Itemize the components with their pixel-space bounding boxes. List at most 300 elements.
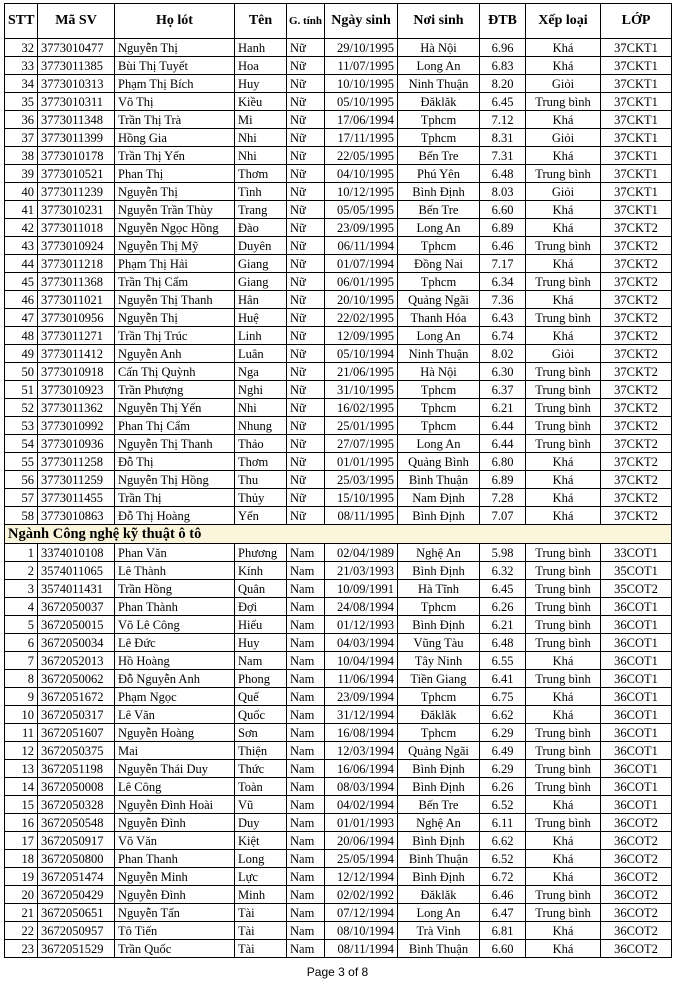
cell-ma-sv: 3773011021 (38, 291, 115, 309)
cell-lop: 37CKT2 (601, 489, 672, 507)
table-row (5, 652, 672, 670)
cell-xep-loai: Trung bình (526, 580, 601, 598)
cell-stt: 36 (5, 111, 38, 129)
cell-ten: Vũ (235, 796, 287, 814)
cell-ten: Thiện (235, 742, 287, 760)
cell-ten: Quế (235, 688, 287, 706)
cell-ho-lot: Võ Văn (115, 832, 235, 850)
cell-ngay-sinh: 08/03/1994 (325, 778, 398, 796)
cell-dtb: 6.47 (480, 904, 526, 922)
cell-lop: 37CKT2 (601, 381, 672, 399)
cell-ma-sv: 3374010108 (38, 544, 115, 562)
cell-stt: 37 (5, 129, 38, 147)
cell-ngay-sinh: 12/03/1994 (325, 742, 398, 760)
cell-dtb: 5.98 (480, 544, 526, 562)
cell-ten: Nhi (235, 129, 287, 147)
cell-ho-lot: Trần Quốc (115, 940, 235, 958)
cell-stt: 46 (5, 291, 38, 309)
cell-gioi-tinh: Nữ (287, 165, 325, 183)
cell-xep-loai: Khá (526, 832, 601, 850)
section-row (5, 525, 672, 544)
cell-ma-sv: 3773010313 (38, 75, 115, 93)
cell-noi-sinh: Tphcm (398, 598, 480, 616)
cell-ho-lot: Phan Thành (115, 598, 235, 616)
cell-noi-sinh: Bình Thuận (398, 940, 480, 958)
table-row (5, 363, 672, 381)
cell-ho-lot: Nguyễn Thị Thanh (115, 435, 235, 453)
cell-ngay-sinh: 22/02/1995 (325, 309, 398, 327)
cell-ten: Thủy (235, 489, 287, 507)
cell-ho-lot: Võ Lê Công (115, 616, 235, 634)
cell-ngay-sinh: 12/12/1994 (325, 868, 398, 886)
cell-ma-sv: 3773010521 (38, 165, 115, 183)
cell-stt: 53 (5, 417, 38, 435)
cell-ma-sv: 3773010918 (38, 363, 115, 381)
cell-ten: Huy (235, 75, 287, 93)
cell-gioi-tinh: Nam (287, 796, 325, 814)
cell-noi-sinh: Bến Tre (398, 147, 480, 165)
cell-ten: Lực (235, 868, 287, 886)
cell-ngay-sinh: 02/04/1989 (325, 544, 398, 562)
cell-ten: Thức (235, 760, 287, 778)
cell-stt: 56 (5, 471, 38, 489)
cell-lop: 36COT1 (601, 634, 672, 652)
cell-ho-lot: Nguyễn Thái Duy (115, 760, 235, 778)
cell-ho-lot: Hồng Gia (115, 129, 235, 147)
cell-noi-sinh: Bình Định (398, 760, 480, 778)
cell-ngay-sinh: 25/03/1995 (325, 471, 398, 489)
table-row (5, 237, 672, 255)
cell-ho-lot: Võ Thị (115, 93, 235, 111)
table-row (5, 273, 672, 291)
cell-ma-sv: 3672050548 (38, 814, 115, 832)
table-row (5, 147, 672, 165)
header-lop: LỚP (601, 4, 672, 39)
cell-gioi-tinh: Nữ (287, 75, 325, 93)
cell-ma-sv: 3773011368 (38, 273, 115, 291)
header-ten: Tên (235, 4, 287, 39)
cell-ma-sv: 3672050015 (38, 616, 115, 634)
cell-gioi-tinh: Nam (287, 616, 325, 634)
cell-lop: 37CKT2 (601, 363, 672, 381)
cell-ten: Huệ (235, 309, 287, 327)
cell-gioi-tinh: Nữ (287, 219, 325, 237)
cell-dtb: 6.89 (480, 471, 526, 489)
table-row (5, 922, 672, 940)
cell-xep-loai: Khá (526, 39, 601, 57)
cell-dtb: 6.11 (480, 814, 526, 832)
cell-ho-lot: Nguyễn Anh (115, 345, 235, 363)
cell-ngay-sinh: 15/10/1995 (325, 489, 398, 507)
cell-ngay-sinh: 04/10/1995 (325, 165, 398, 183)
header-xep-loai: Xếp loại (526, 4, 601, 39)
table-row (5, 850, 672, 868)
cell-noi-sinh: Bình Định (398, 868, 480, 886)
cell-ten: Thu (235, 471, 287, 489)
cell-ho-lot: Trần Thị Cẩm (115, 273, 235, 291)
cell-ten: Hoa (235, 57, 287, 75)
cell-lop: 36COT2 (601, 868, 672, 886)
cell-stt: 13 (5, 760, 38, 778)
cell-xep-loai: Trung bình (526, 165, 601, 183)
cell-lop: 36COT1 (601, 670, 672, 688)
cell-lop: 36COT1 (601, 724, 672, 742)
cell-dtb: 6.62 (480, 832, 526, 850)
cell-dtb: 7.36 (480, 291, 526, 309)
cell-xep-loai: Trung bình (526, 742, 601, 760)
table-row (5, 39, 672, 57)
cell-gioi-tinh: Nữ (287, 39, 325, 57)
cell-ngay-sinh: 10/09/1991 (325, 580, 398, 598)
cell-gioi-tinh: Nam (287, 562, 325, 580)
cell-ngay-sinh: 25/05/1994 (325, 850, 398, 868)
cell-ma-sv: 3672052013 (38, 652, 115, 670)
cell-stt: 35 (5, 93, 38, 111)
cell-lop: 36COT1 (601, 652, 672, 670)
cell-dtb: 6.83 (480, 57, 526, 75)
cell-gioi-tinh: Nam (287, 688, 325, 706)
cell-ngay-sinh: 01/07/1994 (325, 255, 398, 273)
cell-ngay-sinh: 01/12/1993 (325, 616, 398, 634)
cell-lop: 37CKT2 (601, 507, 672, 525)
cell-noi-sinh: Long An (398, 327, 480, 345)
cell-stt: 43 (5, 237, 38, 255)
cell-stt: 20 (5, 886, 38, 904)
cell-xep-loai: Trung bình (526, 309, 601, 327)
cell-stt: 1 (5, 544, 38, 562)
cell-xep-loai: Khá (526, 850, 601, 868)
cell-gioi-tinh: Nam (287, 940, 325, 958)
cell-noi-sinh: Tây Ninh (398, 652, 480, 670)
cell-gioi-tinh: Nam (287, 850, 325, 868)
cell-ho-lot: Nguyễn Đình Hoài (115, 796, 235, 814)
cell-gioi-tinh: Nam (287, 814, 325, 832)
cell-dtb: 8.02 (480, 345, 526, 363)
cell-ngay-sinh: 11/07/1995 (325, 57, 398, 75)
cell-gioi-tinh: Nam (287, 634, 325, 652)
cell-xep-loai: Trung bình (526, 616, 601, 634)
cell-gioi-tinh: Nữ (287, 507, 325, 525)
cell-lop: 37CKT1 (601, 57, 672, 75)
page-footer: Page 3 of 8 (306, 965, 369, 979)
cell-ten: Hiếu (235, 616, 287, 634)
cell-ngay-sinh: 21/03/1993 (325, 562, 398, 580)
cell-ho-lot: Nguyễn Thị Hồng (115, 471, 235, 489)
cell-stt: 47 (5, 309, 38, 327)
table-row (5, 616, 672, 634)
cell-lop: 37CKT1 (601, 75, 672, 93)
cell-stt: 17 (5, 832, 38, 850)
cell-lop: 36COT1 (601, 760, 672, 778)
header-gioi-tinh: G. tính (287, 4, 325, 39)
cell-ma-sv: 3773010992 (38, 417, 115, 435)
cell-ho-lot: Đỗ Thị Hoàng (115, 507, 235, 525)
cell-xep-loai: Khá (526, 489, 601, 507)
cell-dtb: 6.49 (480, 742, 526, 760)
table-row (5, 598, 672, 616)
cell-stt: 32 (5, 39, 38, 57)
cell-lop: 37CKT2 (601, 327, 672, 345)
cell-ma-sv: 3773010231 (38, 201, 115, 219)
cell-ho-lot: Nguyễn Minh (115, 868, 235, 886)
cell-stt: 38 (5, 147, 38, 165)
cell-gioi-tinh: Nam (287, 652, 325, 670)
table-row (5, 93, 672, 111)
cell-stt: 55 (5, 453, 38, 471)
cell-noi-sinh: Bình Định (398, 183, 480, 201)
cell-ten: Long (235, 850, 287, 868)
table-row (5, 489, 672, 507)
cell-gioi-tinh: Nam (287, 886, 325, 904)
cell-stt: 2 (5, 562, 38, 580)
cell-noi-sinh: Bình Định (398, 562, 480, 580)
table-row (5, 706, 672, 724)
cell-noi-sinh: Long An (398, 904, 480, 922)
cell-ma-sv: 3773011239 (38, 183, 115, 201)
cell-lop: 37CKT1 (601, 93, 672, 111)
cell-ho-lot: Nguyễn Thị (115, 183, 235, 201)
cell-stt: 3 (5, 580, 38, 598)
cell-ngay-sinh: 23/09/1994 (325, 688, 398, 706)
cell-dtb: 6.89 (480, 219, 526, 237)
cell-ngay-sinh: 06/01/1995 (325, 273, 398, 291)
cell-dtb: 7.17 (480, 255, 526, 273)
cell-ma-sv: 3773010936 (38, 435, 115, 453)
cell-stt: 18 (5, 850, 38, 868)
cell-lop: 37CKT1 (601, 129, 672, 147)
cell-noi-sinh: Bình Thuận (398, 471, 480, 489)
cell-ho-lot: Phạm Ngọc (115, 688, 235, 706)
cell-ho-lot: Bùi Thị Tuyết (115, 57, 235, 75)
header-ngay-sinh: Ngày sinh (325, 4, 398, 39)
cell-gioi-tinh: Nữ (287, 183, 325, 201)
cell-ma-sv: 3773010924 (38, 237, 115, 255)
cell-stt: 14 (5, 778, 38, 796)
cell-dtb: 6.48 (480, 165, 526, 183)
cell-stt: 7 (5, 652, 38, 670)
cell-ngay-sinh: 25/01/1995 (325, 417, 398, 435)
cell-lop: 36COT1 (601, 778, 672, 796)
cell-ho-lot: Trần Thị Yến (115, 147, 235, 165)
cell-dtb: 6.37 (480, 381, 526, 399)
cell-stt: 50 (5, 363, 38, 381)
cell-noi-sinh: Tphcm (398, 381, 480, 399)
cell-gioi-tinh: Nam (287, 742, 325, 760)
cell-dtb: 6.26 (480, 598, 526, 616)
cell-ten: Đào (235, 219, 287, 237)
table-row (5, 219, 672, 237)
cell-xep-loai: Trung bình (526, 598, 601, 616)
cell-dtb: 6.46 (480, 237, 526, 255)
cell-ten: Huy (235, 634, 287, 652)
cell-xep-loai: Trung bình (526, 381, 601, 399)
cell-lop: 37CKT1 (601, 147, 672, 165)
table-row (5, 183, 672, 201)
cell-dtb: 6.55 (480, 652, 526, 670)
cell-lop: 36COT2 (601, 814, 672, 832)
cell-stt: 22 (5, 922, 38, 940)
cell-ma-sv: 3672050375 (38, 742, 115, 760)
cell-gioi-tinh: Nữ (287, 57, 325, 75)
cell-xep-loai: Trung bình (526, 363, 601, 381)
cell-gioi-tinh: Nam (287, 760, 325, 778)
cell-ten: Thơm (235, 165, 287, 183)
cell-stt: 48 (5, 327, 38, 345)
cell-dtb: 7.07 (480, 507, 526, 525)
cell-dtb: 6.75 (480, 688, 526, 706)
cell-ngay-sinh: 01/01/1993 (325, 814, 398, 832)
cell-gioi-tinh: Nữ (287, 453, 325, 471)
cell-ma-sv: 3672051529 (38, 940, 115, 958)
cell-ten: Đợi (235, 598, 287, 616)
cell-xep-loai: Trung bình (526, 814, 601, 832)
cell-dtb: 6.44 (480, 435, 526, 453)
cell-dtb: 6.60 (480, 201, 526, 219)
cell-noi-sinh: Tiền Giang (398, 670, 480, 688)
cell-lop: 37CKT1 (601, 39, 672, 57)
cell-xep-loai: Giỏi (526, 75, 601, 93)
cell-stt: 6 (5, 634, 38, 652)
cell-ho-lot: Nguyễn Thị Yến (115, 399, 235, 417)
cell-xep-loai: Khá (526, 922, 601, 940)
cell-gioi-tinh: Nam (287, 670, 325, 688)
cell-ho-lot: Nguyễn Tấn (115, 904, 235, 922)
cell-ho-lot: Nguyễn Trần Thùy (115, 201, 235, 219)
cell-ho-lot: Phan Thanh (115, 850, 235, 868)
cell-xep-loai: Trung bình (526, 93, 601, 111)
cell-ma-sv: 3773011271 (38, 327, 115, 345)
cell-ten: Thảo (235, 435, 287, 453)
cell-ten: Tài (235, 940, 287, 958)
cell-ho-lot: Phan Văn (115, 544, 235, 562)
header-row (5, 4, 672, 39)
cell-ho-lot: Nguyễn Ngọc Hồng (115, 219, 235, 237)
cell-ma-sv: 3672050957 (38, 922, 115, 940)
cell-gioi-tinh: Nữ (287, 291, 325, 309)
cell-xep-loai: Khá (526, 796, 601, 814)
cell-ten: Minh (235, 886, 287, 904)
cell-dtb: 6.43 (480, 309, 526, 327)
cell-ho-lot: Phan Thị Cẩm (115, 417, 235, 435)
cell-lop: 35COT1 (601, 562, 672, 580)
cell-ho-lot: Phạm Thị Bích (115, 75, 235, 93)
cell-gioi-tinh: Nữ (287, 201, 325, 219)
cell-xep-loai: Trung bình (526, 237, 601, 255)
cell-stt: 44 (5, 255, 38, 273)
cell-noi-sinh: Phú Yên (398, 165, 480, 183)
cell-stt: 10 (5, 706, 38, 724)
cell-noi-sinh: Bến Tre (398, 796, 480, 814)
cell-ngay-sinh: 10/10/1995 (325, 75, 398, 93)
cell-dtb: 6.32 (480, 562, 526, 580)
cell-ma-sv: 3773010923 (38, 381, 115, 399)
cell-ma-sv: 3773011412 (38, 345, 115, 363)
cell-ngay-sinh: 22/05/1995 (325, 147, 398, 165)
cell-ten: Toàn (235, 778, 287, 796)
cell-ma-sv: 3672050800 (38, 850, 115, 868)
cell-ngay-sinh: 21/06/1995 (325, 363, 398, 381)
cell-ngay-sinh: 08/10/1994 (325, 922, 398, 940)
cell-ho-lot: Trần Phượng (115, 381, 235, 399)
cell-noi-sinh: Ninh Thuận (398, 345, 480, 363)
cell-ngay-sinh: 07/12/1994 (325, 904, 398, 922)
cell-noi-sinh: Quảng Bình (398, 453, 480, 471)
table-row (5, 940, 672, 958)
cell-noi-sinh: Đăklăk (398, 706, 480, 724)
cell-ma-sv: 3773011362 (38, 399, 115, 417)
cell-ma-sv: 3672051672 (38, 688, 115, 706)
cell-dtb: 6.34 (480, 273, 526, 291)
cell-ngay-sinh: 08/11/1994 (325, 940, 398, 958)
cell-ten: Hân (235, 291, 287, 309)
cell-ho-lot: Nguyễn Thị Thanh (115, 291, 235, 309)
cell-ngay-sinh: 08/11/1995 (325, 507, 398, 525)
cell-ten: Phong (235, 670, 287, 688)
cell-xep-loai: Khá (526, 111, 601, 129)
cell-gioi-tinh: Nữ (287, 273, 325, 291)
cell-ten: Nga (235, 363, 287, 381)
cell-ngay-sinh: 27/07/1995 (325, 435, 398, 453)
cell-noi-sinh: Nghệ An (398, 814, 480, 832)
cell-ten: Quốc (235, 706, 287, 724)
cell-gioi-tinh: Nam (287, 598, 325, 616)
cell-lop: 37CKT1 (601, 183, 672, 201)
cell-ho-lot: Nguyễn Đình (115, 886, 235, 904)
cell-xep-loai: Trung bình (526, 904, 601, 922)
cell-xep-loai: Khá (526, 327, 601, 345)
cell-ho-lot: Nguyễn Thị Mỹ (115, 237, 235, 255)
cell-gioi-tinh: Nữ (287, 327, 325, 345)
cell-ho-lot: Đỗ Nguyễn Anh (115, 670, 235, 688)
table-row (5, 309, 672, 327)
cell-ma-sv: 3773011455 (38, 489, 115, 507)
table-row (5, 471, 672, 489)
cell-noi-sinh: Đăklăk (398, 886, 480, 904)
cell-stt: 40 (5, 183, 38, 201)
cell-ma-sv: 3773011399 (38, 129, 115, 147)
cell-ma-sv: 3773010178 (38, 147, 115, 165)
cell-lop: 37CKT1 (601, 111, 672, 129)
cell-noi-sinh: Long An (398, 219, 480, 237)
cell-xep-loai: Trung bình (526, 273, 601, 291)
cell-ho-lot: Nguyễn Thị (115, 309, 235, 327)
cell-ho-lot: Cấn Thị Quỳnh (115, 363, 235, 381)
cell-dtb: 6.52 (480, 796, 526, 814)
header-noi-sinh: Nơi sinh (398, 4, 480, 39)
cell-dtb: 6.52 (480, 850, 526, 868)
table-row (5, 688, 672, 706)
table-row (5, 255, 672, 273)
table-row (5, 778, 672, 796)
cell-lop: 37CKT1 (601, 165, 672, 183)
cell-stt: 4 (5, 598, 38, 616)
cell-ho-lot: Lê Thành (115, 562, 235, 580)
cell-lop: 37CKT2 (601, 399, 672, 417)
cell-ten: Nam (235, 652, 287, 670)
cell-lop: 36COT1 (601, 688, 672, 706)
cell-lop: 36COT1 (601, 706, 672, 724)
cell-ngay-sinh: 05/10/1995 (325, 93, 398, 111)
cell-ho-lot: Hồ Hoàng (115, 652, 235, 670)
cell-dtb: 8.03 (480, 183, 526, 201)
cell-ma-sv: 3672050651 (38, 904, 115, 922)
cell-dtb: 7.31 (480, 147, 526, 165)
table-row (5, 201, 672, 219)
table-row (5, 453, 672, 471)
cell-gioi-tinh: Nữ (287, 93, 325, 111)
cell-ten: Duy (235, 814, 287, 832)
cell-xep-loai: Khá (526, 201, 601, 219)
